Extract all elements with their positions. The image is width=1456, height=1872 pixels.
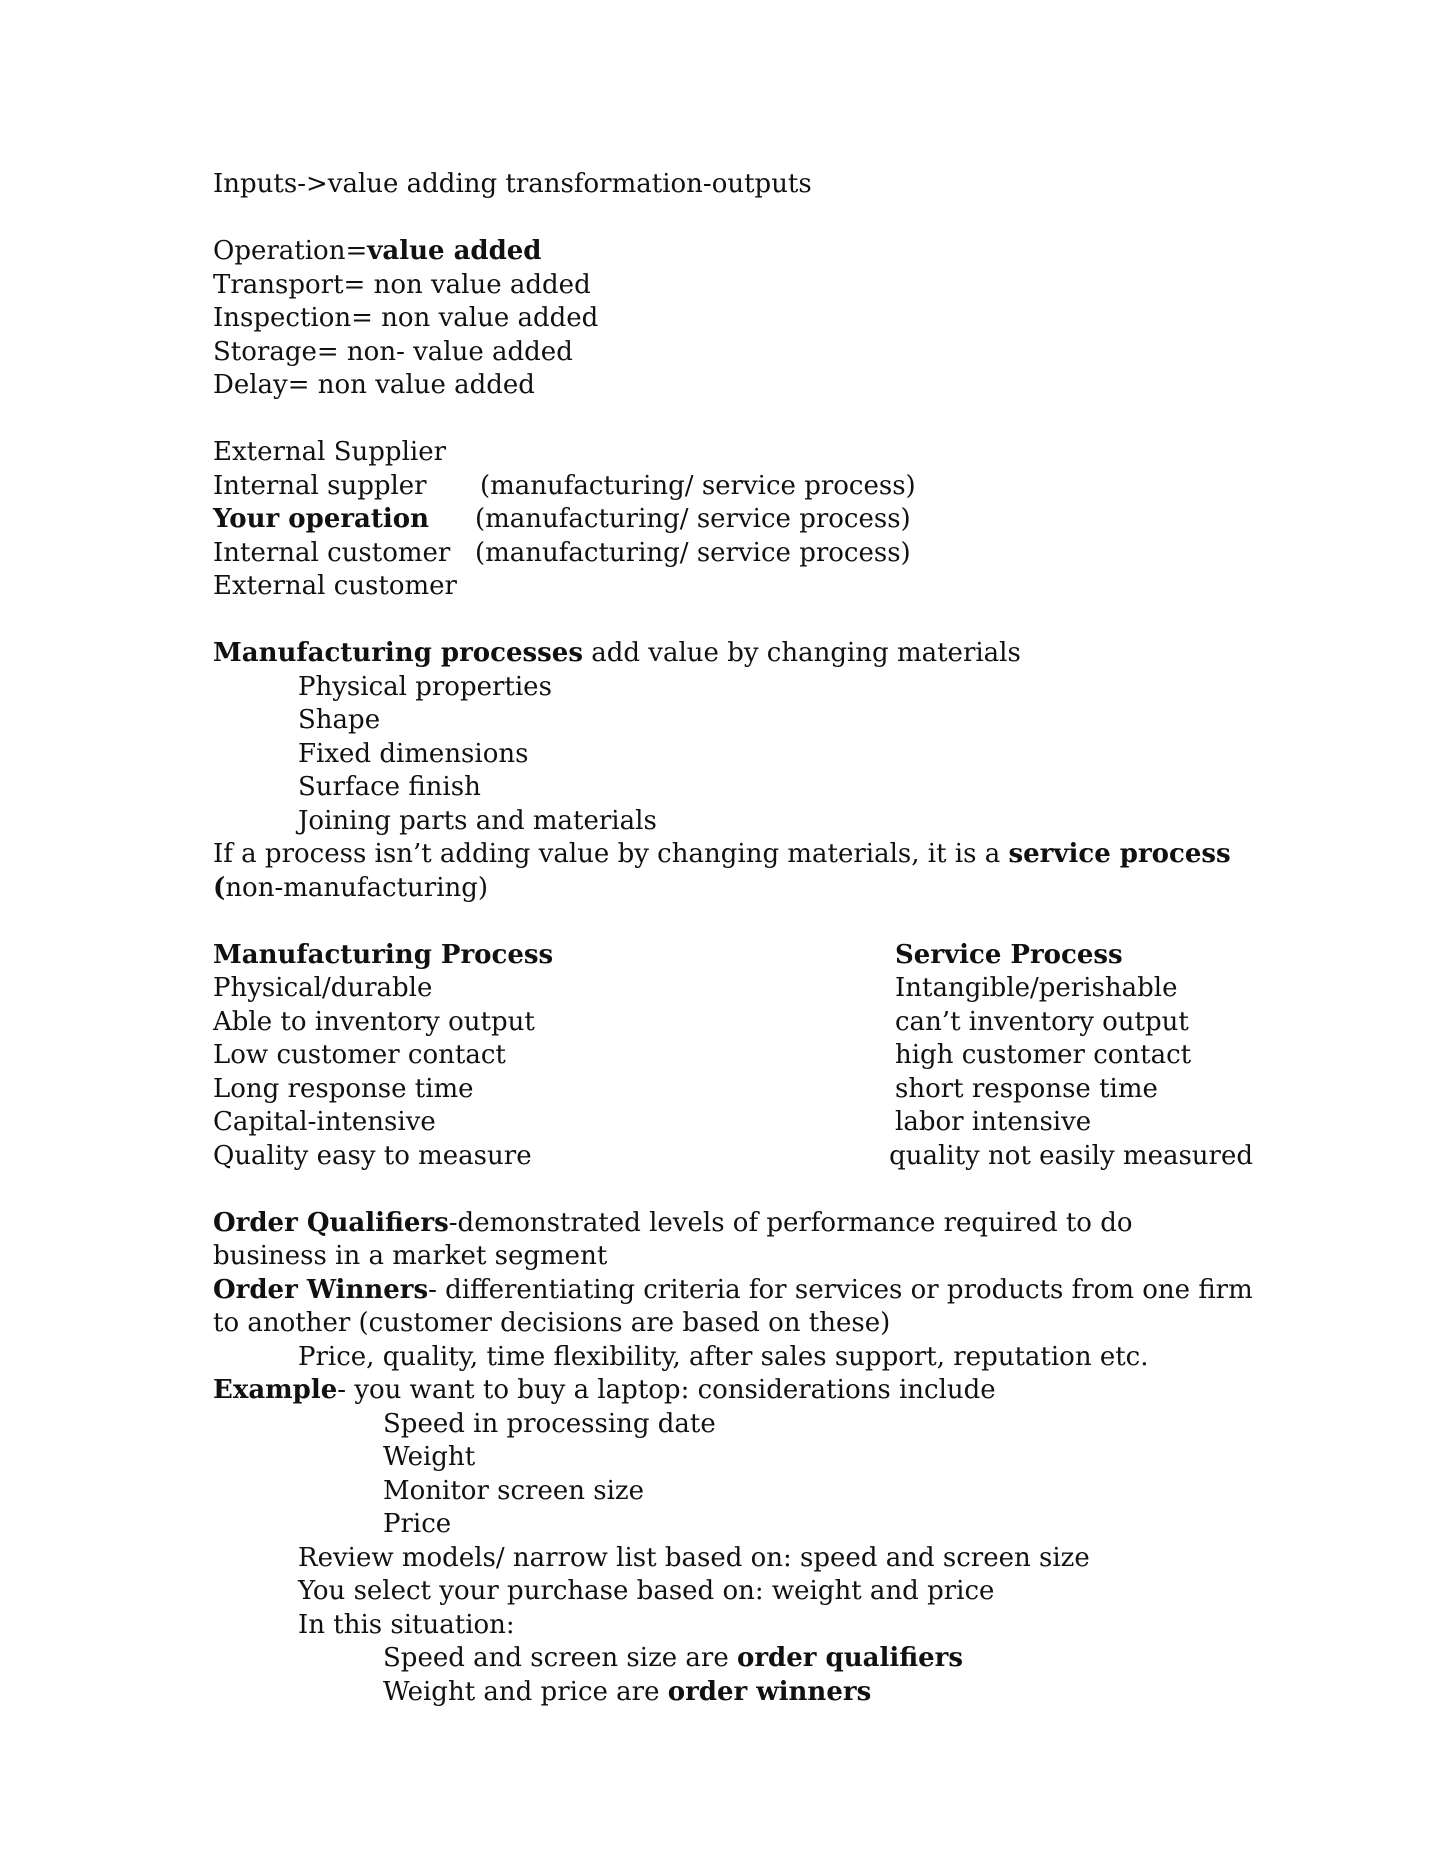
- service-column-header: Service Process: [895, 939, 1123, 970]
- order-winners-term: Order Winners: [213, 1274, 429, 1305]
- comparison-row: [213, 972, 1253, 1006]
- comparison-row: [213, 1073, 1253, 1107]
- service-trait: quality not easily measured: [889, 1140, 1253, 1171]
- manufacturing-heading-text: add value by changing materials: [582, 638, 1021, 668]
- conclusion-qualifiers-pre: Speed and screen size are: [383, 1643, 737, 1673]
- manufacturing-trait: Capital-intensive: [213, 1107, 436, 1137]
- example-line: [213, 1374, 1253, 1408]
- operation-value: value added: [367, 236, 542, 266]
- manufacturing-heading-bold: Manufacturing processes: [213, 638, 583, 668]
- your-operation-process: (manufacturing/ service process): [475, 504, 911, 534]
- service-def-pre: If a process isn’t adding value by changing materials, it is a: [213, 839, 1009, 869]
- comparison-row: [213, 1006, 1253, 1040]
- consideration-item: Weight: [383, 1442, 476, 1472]
- storage-line: Storage= non- value added: [213, 336, 573, 367]
- comparison-row: [213, 1106, 1253, 1140]
- property-item: Fixed dimensions: [298, 738, 529, 769]
- internal-customer-process: (manufacturing/ service process): [475, 537, 911, 568]
- order-winners-examples: Price, quality, time flexibility, after sales support, reputation etc.: [298, 1341, 1149, 1372]
- service-trait: Intangible/perishable: [895, 973, 1178, 1003]
- comparison-row: [213, 1140, 1253, 1174]
- example-term: Example: [213, 1375, 338, 1405]
- manufacturing-heading: [213, 637, 1253, 671]
- order-qualifiers-term: Order Qualifiers: [213, 1207, 449, 1238]
- example-text: - you want to buy a laptop: considerations include: [337, 1375, 996, 1405]
- operation-line: [213, 235, 1253, 269]
- operation-label: Operation=: [213, 236, 368, 266]
- service-process-definition: [213, 838, 1253, 905]
- internal-supplier-process: (manufacturing/ service process): [480, 470, 916, 501]
- conclusion-winners-pre: Weight and price are: [383, 1676, 668, 1707]
- consideration-item: Speed in processing date: [383, 1408, 716, 1439]
- order-qualifiers-definition: [213, 1207, 1253, 1274]
- property-item: Joining parts and materials: [298, 805, 657, 836]
- order-winners-text: - differentiating criteria for services or products from one firm to another (customer decisions are based on these): [213, 1274, 1253, 1338]
- order-qualifiers-text: -demonstrated levels of performance required to do business in a market segment: [213, 1207, 1133, 1271]
- your-operation-label: Your operation: [213, 504, 430, 534]
- consideration-item: Monitor screen size: [383, 1475, 644, 1506]
- manufacturing-trait: Low customer contact: [213, 1040, 506, 1070]
- service-trait: short response time: [895, 1073, 1158, 1104]
- internal-customer-label: Internal customer: [213, 537, 451, 568]
- external-supplier-line: External Supplier: [213, 437, 447, 467]
- intro-line: Inputs->value adding transformation-outputs: [213, 169, 812, 199]
- service-trait: high customer contact: [895, 1040, 1192, 1070]
- property-item: Surface finish: [298, 772, 481, 802]
- review-line: Review models/ narrow list based on: speed and screen size: [298, 1542, 1090, 1573]
- inspection-line: Inspection= non value added: [213, 303, 599, 333]
- service-trait: can’t inventory output: [895, 1006, 1189, 1037]
- manufacturing-column-header: Manufacturing Process: [213, 939, 554, 970]
- conclusion-winners-line: [213, 1676, 1253, 1710]
- service-def-bold: service process (: [213, 839, 1231, 903]
- order-winners-definition: [213, 1274, 1253, 1341]
- select-line: You select your purchase based on: weight and price: [298, 1576, 995, 1606]
- conclusion-winners-bold: order winners: [667, 1676, 872, 1707]
- conclusion-qualifiers-bold: order qualifiers: [737, 1643, 963, 1673]
- internal-supplier-label: Internal suppler: [213, 470, 427, 501]
- conclusion-qualifiers-line: [213, 1642, 1253, 1676]
- manufacturing-trait: Physical/durable: [213, 973, 433, 1003]
- document-page: [213, 168, 1253, 1709]
- situation-line: In this situation:: [298, 1609, 515, 1640]
- comparison-row: [213, 1039, 1253, 1073]
- transport-line: Transport= non value added: [213, 269, 591, 300]
- internal-supplier-row: [213, 470, 1253, 504]
- comparison-header-row: [213, 939, 1253, 973]
- internal-customer-row: [213, 537, 1253, 571]
- manufacturing-trait: Quality easy to measure: [213, 1140, 532, 1171]
- consideration-item: Price: [383, 1509, 452, 1539]
- service-def-post: non-manufacturing): [225, 872, 489, 903]
- property-item: Physical properties: [298, 671, 552, 702]
- manufacturing-trait: Long response time: [213, 1073, 474, 1104]
- manufacturing-trait: Able to inventory output: [213, 1006, 535, 1037]
- delay-line: Delay= non value added: [213, 370, 535, 400]
- property-item: Shape: [298, 705, 381, 735]
- service-trait: labor intensive: [895, 1107, 1092, 1137]
- external-customer-line: External customer: [213, 571, 457, 601]
- your-operation-row: [213, 503, 1253, 537]
